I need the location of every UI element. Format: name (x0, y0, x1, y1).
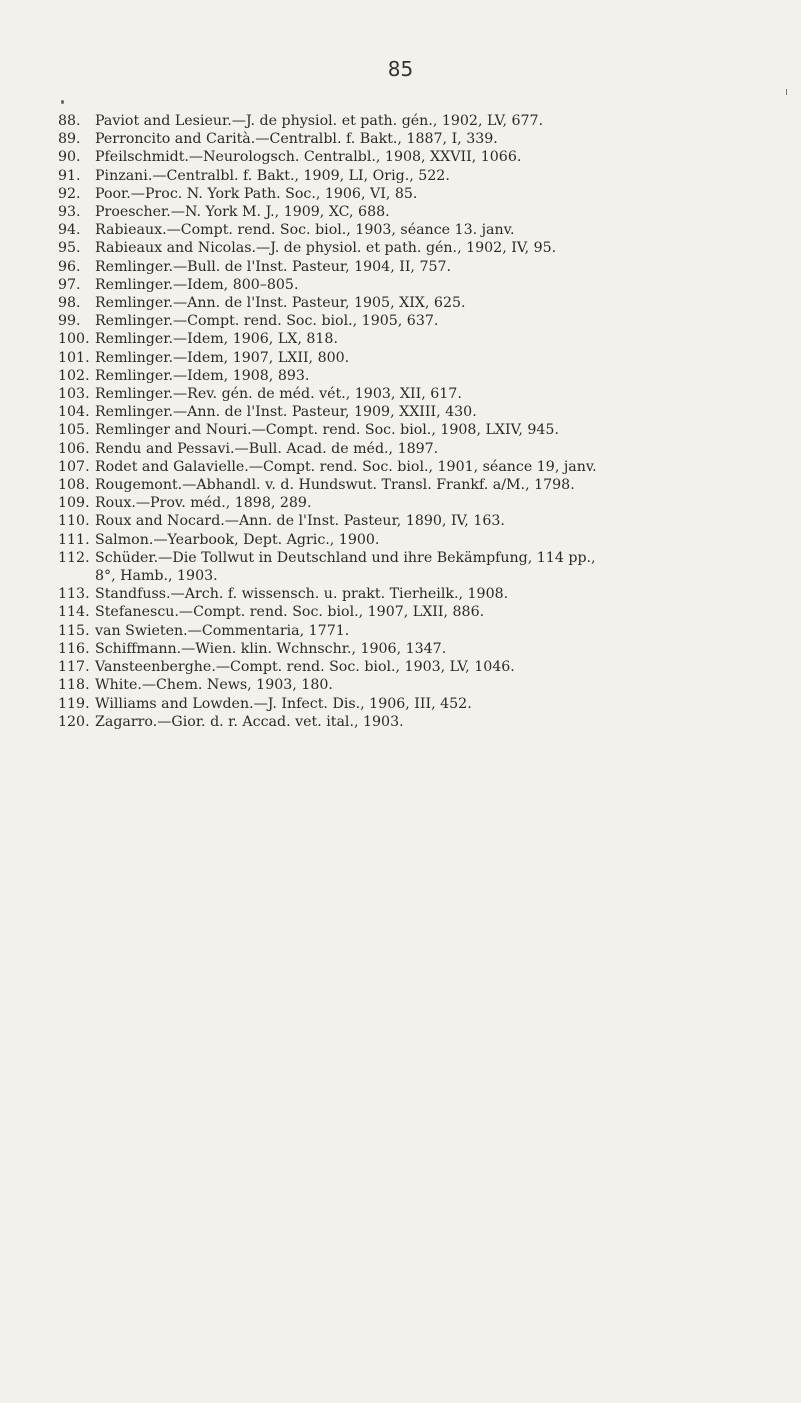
reference-text: White.—Chem. News, 1903, 180. (95, 677, 333, 694)
reference-entry (58, 294, 798, 312)
reference-entry (58, 330, 798, 348)
reference-text: Remlinger.—Compt. rend. Soc. biol., 1905, 637. (95, 313, 439, 330)
reference-entry (58, 549, 798, 567)
reference-number: 104. (58, 404, 90, 421)
reference-entry (58, 440, 798, 458)
reference-text: Vansteenberghe.—Compt. rend. Soc. biol., 1903, LV, 1046. (95, 659, 515, 676)
reference-text: Remlinger.—Idem, 1906, LX, 818. (95, 331, 338, 348)
reference-number: 118. (58, 677, 90, 694)
reference-number: 106. (58, 440, 90, 457)
reference-number: 94. (58, 222, 81, 239)
reference-number: 116. (58, 640, 90, 657)
reference-list (58, 112, 798, 731)
reference-text: Pinzani.—Centralbl. f. Bakt., 1909, LI, Orig., 522. (95, 167, 450, 184)
reference-number: 117. (58, 659, 90, 676)
reference-number: 98. (58, 295, 81, 312)
reference-text: Standfuss.—Arch. f. wissensch. u. prakt. Tierheilk., 1908. (95, 586, 509, 603)
reference-entry (58, 640, 798, 658)
reference-text: Remlinger.—Idem, 1907, LXII, 800. (95, 349, 350, 366)
reference-entry (58, 421, 798, 439)
reference-text: Roux and Nocard.—Ann. de l'Inst. Pasteur, 1890, IV, 163. (95, 513, 505, 530)
reference-text: Zagarro.—Gior. d. r. Accad. vet. ital., 1903. (95, 713, 404, 730)
reference-number: 107. (58, 458, 90, 475)
reference-entry (58, 603, 798, 621)
reference-text: Schüder.—Die Tollwut in Deutschland und ihre Bekämpfung, 114 pp., (95, 549, 596, 566)
reference-entry (58, 585, 798, 603)
reference-text: Poor.—Proc. N. York Path. Soc., 1906, VI, 85. (95, 185, 418, 202)
reference-number: 120. (58, 713, 90, 730)
reference-text: Paviot and Lesieur.—J. de physiol. et path. gén., 1902, LV, 677. (95, 113, 544, 129)
reference-text: Pfeilschmidt.—Neurologsch. Centralbl., 1908, XXVII, 1066. (95, 149, 522, 166)
reference-number: 91. (58, 167, 81, 184)
reference-text: Proescher.—N. York M. J., 1909, XC, 688. (95, 204, 390, 221)
reference-entry (58, 622, 798, 640)
reference-text: Schiffmann.—Wien. klin. Wchnschr., 1906, 1347. (95, 640, 447, 657)
reference-number: 96. (58, 258, 81, 275)
reference-number: 108. (58, 477, 90, 494)
reference-entry (58, 476, 798, 494)
reference-entry (58, 458, 798, 476)
reference-entry (58, 349, 798, 367)
reference-number: 99. (58, 313, 81, 330)
reference-text: Remlinger.—Bull. de l'Inst. Pasteur, 1904, II, 757. (95, 258, 452, 275)
reference-text: Stefanescu.—Compt. rend. Soc. biol., 1907, LXII, 886. (95, 604, 485, 621)
reference-text: Remlinger.—Ann. de l'Inst. Pasteur, 1909, XXIII, 430. (95, 404, 477, 421)
reference-text: Salmon.—Yearbook, Dept. Agric., 1900. (95, 531, 380, 548)
reference-entry (58, 713, 798, 731)
reference-entry (58, 367, 798, 385)
reference-text: Rabieaux.—Compt. rend. Soc. biol., 1903, séance 13. janv. (95, 222, 515, 239)
reference-text: Remlinger.—Ann. de l'Inst. Pasteur, 1905, XIX, 625. (95, 295, 466, 312)
reference-entry (58, 403, 798, 421)
reference-text: Rougemont.—Abhandl. v. d. Hundswut. Transl. Frankf. a/M., 1798. (95, 477, 575, 494)
reference-number: 103. (58, 386, 90, 403)
reference-entry (58, 148, 798, 166)
reference-text: 8°, Hamb., 1903. (95, 568, 218, 585)
reference-text: Rodet and Galavielle.—Compt. rend. Soc. biol., 1901, séance 19, janv. (95, 458, 597, 475)
reference-entry (58, 312, 798, 330)
reference-entry (58, 531, 798, 549)
reference-entry (58, 658, 798, 676)
reference-text: Rendu and Pessavi.—Bull. Acad. de méd., 1897. (95, 440, 439, 457)
reference-number: 109. (58, 495, 90, 512)
reference-number: 89. (58, 131, 81, 148)
reference-text: Perroncito and Carità.—Centralbl. f. Bakt., 1887, I, 339. (95, 131, 498, 148)
reference-number (58, 567, 95, 585)
reference-text: Williams and Lowden.—J. Infect. Dis., 1906, III, 452. (95, 695, 472, 712)
reference-number: 101. (58, 349, 90, 366)
reference-number: 93. (58, 204, 81, 221)
reference-entry (58, 221, 798, 239)
reference-text: van Swieten.—Commentaria, 1771. (95, 622, 350, 639)
reference-number: 112. (58, 549, 90, 566)
reference-entry (58, 185, 798, 203)
reference-number: 115. (58, 622, 90, 639)
page-number: 85 (387, 57, 414, 81)
reference-entry (58, 494, 798, 512)
reference-number: 90. (58, 149, 81, 166)
reference-number: 113. (58, 586, 90, 603)
reference-number: 95. (58, 240, 81, 257)
reference-number: 102. (58, 367, 90, 384)
reference-number: 105. (58, 422, 90, 439)
reference-entry (58, 203, 798, 221)
reference-number: 97. (58, 276, 81, 293)
reference-entry-continuation (58, 567, 798, 585)
reference-number: 110. (58, 513, 90, 530)
reference-text: Remlinger.—Rev. gén. de méd. vét., 1903, XII, 617. (95, 386, 462, 403)
reference-entry (58, 239, 798, 257)
reference-entry (58, 258, 798, 276)
reference-entry (58, 676, 798, 694)
reference-number: 100. (58, 331, 90, 348)
reference-entry (58, 276, 798, 294)
reference-text: Remlinger and Nouri.—Compt. rend. Soc. biol., 1908, LXIV, 945. (95, 422, 559, 439)
reference-entry (58, 130, 798, 148)
reference-number: 111. (58, 531, 90, 548)
reference-number: 119. (58, 695, 90, 712)
speck-mark (61, 100, 64, 104)
reference-text: Rabieaux and Nicolas.—J. de physiol. et path. gén., 1902, IV, 95. (95, 240, 557, 257)
reference-text: Remlinger.—Idem, 1908, 893. (95, 367, 310, 384)
reference-number: 92. (58, 185, 81, 202)
reference-number: 114. (58, 604, 90, 621)
reference-entry (58, 385, 798, 403)
reference-text: Roux.—Prov. méd., 1898, 289. (95, 495, 312, 512)
reference-entry (58, 112, 798, 130)
reference-text: Remlinger.—Idem, 800–805. (95, 276, 299, 293)
reference-entry (58, 695, 798, 713)
margin-mark (786, 89, 787, 95)
reference-entry (58, 167, 798, 185)
reference-number: 88. (58, 113, 81, 129)
reference-entry (58, 512, 798, 530)
